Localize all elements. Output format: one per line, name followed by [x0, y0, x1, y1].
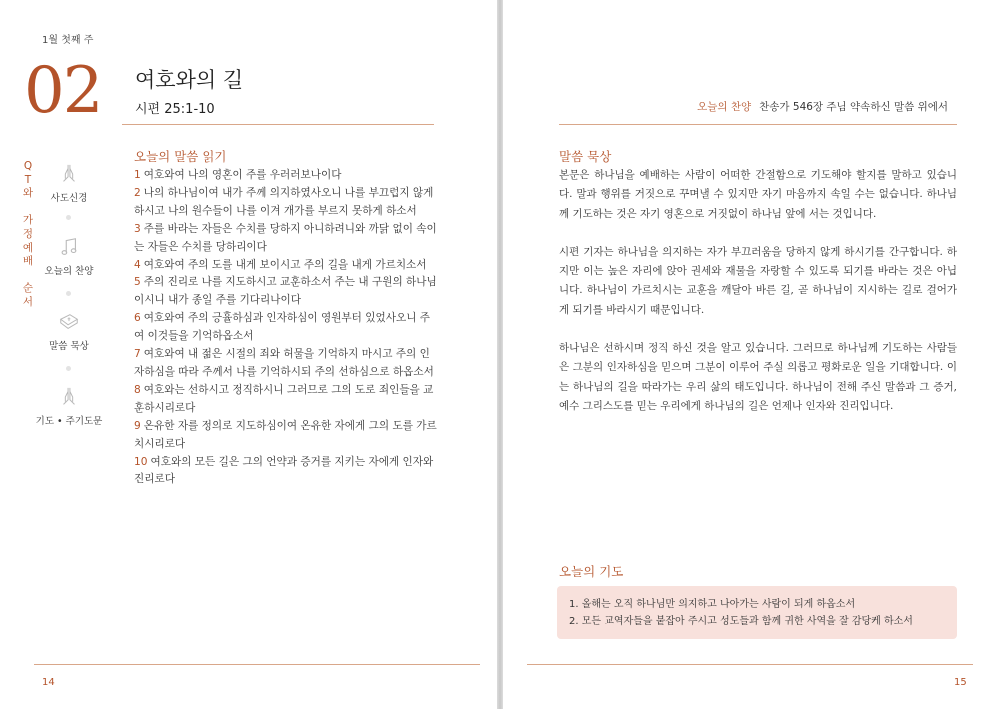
verse-text: 주의 진리로 나를 지도하시고 교훈하소서 주는 내 구원의 하나님이시니 내가 종일 주를 기다리나이다	[134, 276, 437, 307]
sidebar-item-label: 오늘의 찬양	[44, 266, 94, 277]
footer-divider	[34, 664, 480, 665]
sidebar-item-prayer	[29, 386, 109, 427]
verse-number: 10	[134, 455, 148, 468]
verse-number: 5	[134, 276, 141, 289]
verse	[134, 310, 439, 346]
verse-text: 주를 바라는 자들은 수치를 당하지 아니하려니와 까닭 없이 속이는 자들은 수치를 당하리이다	[134, 222, 437, 253]
praying-hands-icon	[58, 163, 80, 185]
verse	[134, 346, 439, 382]
sidebar-dot	[66, 291, 71, 296]
scripture-reference: 시편 25:1-10	[135, 102, 215, 117]
qt-char: 가	[22, 214, 34, 227]
prayer-heading: 오늘의 기도	[559, 564, 624, 579]
verse-text: 여호와의 모든 길은 그의 언약과 증거를 지키는 자에게 인자와 진리로다	[134, 455, 434, 486]
hymn-label: 오늘의 찬양	[697, 101, 752, 113]
footer-divider	[527, 664, 973, 665]
qt-char: Q	[23, 160, 33, 172]
prayer-item: 2. 모든 교역자들을 붙잡아 주시고 성도들과 함께 귀한 사역을 잘 감당케 하소서	[569, 616, 913, 627]
verse	[134, 418, 439, 454]
verse	[134, 382, 439, 418]
verse-number: 3	[134, 222, 141, 235]
verse-text: 여호와여 내 젊은 시절의 죄와 허물을 기억하지 마시고 주의 인자하심을 따라 주께서 나를 기억하시되 주의 선하심으로 하옵소서	[134, 348, 434, 378]
right-page	[503, 0, 1000, 709]
qt-char: 정	[22, 227, 34, 240]
qt-char: 순	[22, 282, 34, 295]
verse	[134, 454, 439, 490]
sidebar-item-todays-hymn	[29, 236, 109, 277]
prayer-box	[557, 586, 957, 639]
qt-char: 와	[22, 187, 34, 200]
sidebar-item-label: 기도 • 주기도문	[35, 416, 103, 427]
verse-number: 8	[134, 383, 141, 396]
hymn-line	[697, 99, 948, 114]
sidebar-item-label: 말씀 묵상	[49, 341, 89, 352]
reading-heading: 오늘의 말씀 읽기	[134, 149, 227, 164]
qt-char: T	[24, 173, 32, 186]
page-number: 15	[954, 677, 967, 688]
qt-char: 서	[22, 295, 34, 308]
meditation-heading: 말씀 묵상	[559, 149, 612, 164]
verse-number: 7	[134, 348, 141, 361]
sidebar-item-label: 사도신경	[50, 193, 88, 204]
verse-list	[134, 167, 439, 489]
verse-text: 여호와는 선하시고 정직하시니 그러므로 그의 도로 죄인들을 교훈하시리로다	[134, 383, 434, 414]
sidebar-dot	[66, 366, 71, 371]
music-note-icon	[58, 236, 80, 258]
praying-hands-icon	[58, 386, 80, 408]
week-label: 1월 첫째 주	[42, 35, 94, 46]
sidebar-dot	[66, 215, 71, 220]
sidebar-item-apostles-creed	[29, 163, 109, 204]
verse	[134, 221, 439, 257]
verse-text: 온유한 자를 정의로 지도하심이여 온유한 자에게 그의 도를 가르치시리로다	[134, 419, 437, 450]
verse-text: 여호와여 나의 영혼이 주를 우러러보나이다	[143, 169, 342, 181]
qt-char: 배	[22, 255, 34, 268]
left-page	[0, 0, 497, 709]
verse-number: 6	[134, 312, 141, 325]
meditation-paragraph: 하나님은 선하시며 정직 하신 것을 알고 있습니다. 그러므로 하나님께 기도하는 사람들은 그분의 인자하심을 믿으며 그분이 이루어 주실 의롭고 평화로운 일을 기대합니다. 이는 하나님의 길을 따라가는 우리 삶의 태도입니다. 하나님이 전해 주신 말씀과 그 증거, 예수 그리스도를 믿는 우리에게 하나님의 길은 언제나 인자와 진리입니다.	[559, 342, 957, 412]
prayer-item: 1. 올해는 오직 하나님만 의지하고 나아가는 사람이 되게 하옵소서	[569, 599, 856, 610]
header-divider	[122, 124, 434, 125]
verse	[134, 185, 439, 221]
sidebar-item-meditation	[29, 311, 109, 352]
verse-number: 1	[134, 169, 141, 181]
verse-text: 여호와여 주의 긍휼하심과 인자하심이 영원부터 있었사오니 주여 이것들을 기억하옵소서	[134, 312, 431, 343]
header-divider	[559, 124, 957, 125]
meditation-paragraph: 시편 기자는 하나님을 의지하는 자가 부끄러움을 당하지 않게 하시기를 간구합니다. 하지만 이는 높은 자리에 앉아 권세와 재물을 자랑할 수 있도록 되기를 바라는 것은 아닙니다. 하나님이 가르치시는 교훈을 깨달아 바른 길, 곧 하나님이 지시하는 길로 걸어가게 되기를 바라시기 때문입니다.	[559, 245, 957, 316]
verse-number: 2	[134, 186, 141, 199]
bible-book-icon	[58, 311, 80, 333]
verse-text: 여호와여 주의 도를 내게 보이시고 주의 길을 내게 가르치소서	[143, 258, 427, 271]
qt-char: 예	[22, 241, 34, 254]
hymn-title: 찬송가 546장 주님 약속하신 말씀 위에서	[759, 101, 948, 113]
page-number: 14	[42, 677, 55, 688]
meditation-body	[559, 166, 957, 435]
page-title: 여호와의 길	[135, 68, 244, 92]
verse-text: 나의 하나님이여 내가 주께 의지하였사오니 나를 부끄럽지 않게 하시고 나의 원수들이 나를 이겨 개가를 부르지 못하게 하소서	[134, 186, 434, 217]
meditation-paragraph: 본문은 하나님을 예배하는 사람이 어떠한 간절함으로 기도해야 할지를 말하고 있습니다. 말과 행위를 거짓으로 꾸며낼 수 있지만 자기 마음까지 속일 수는 없습니다. 하나님께 기도하는 것은 자기 영혼으로 거짓없이 하나님 앞에 서는 것입니다.	[559, 169, 957, 220]
verse	[134, 167, 439, 185]
verse-number: 9	[134, 419, 141, 432]
verse	[134, 274, 439, 310]
verse	[134, 257, 439, 275]
day-number: 02	[24, 54, 102, 128]
verse-number: 4	[134, 258, 141, 271]
